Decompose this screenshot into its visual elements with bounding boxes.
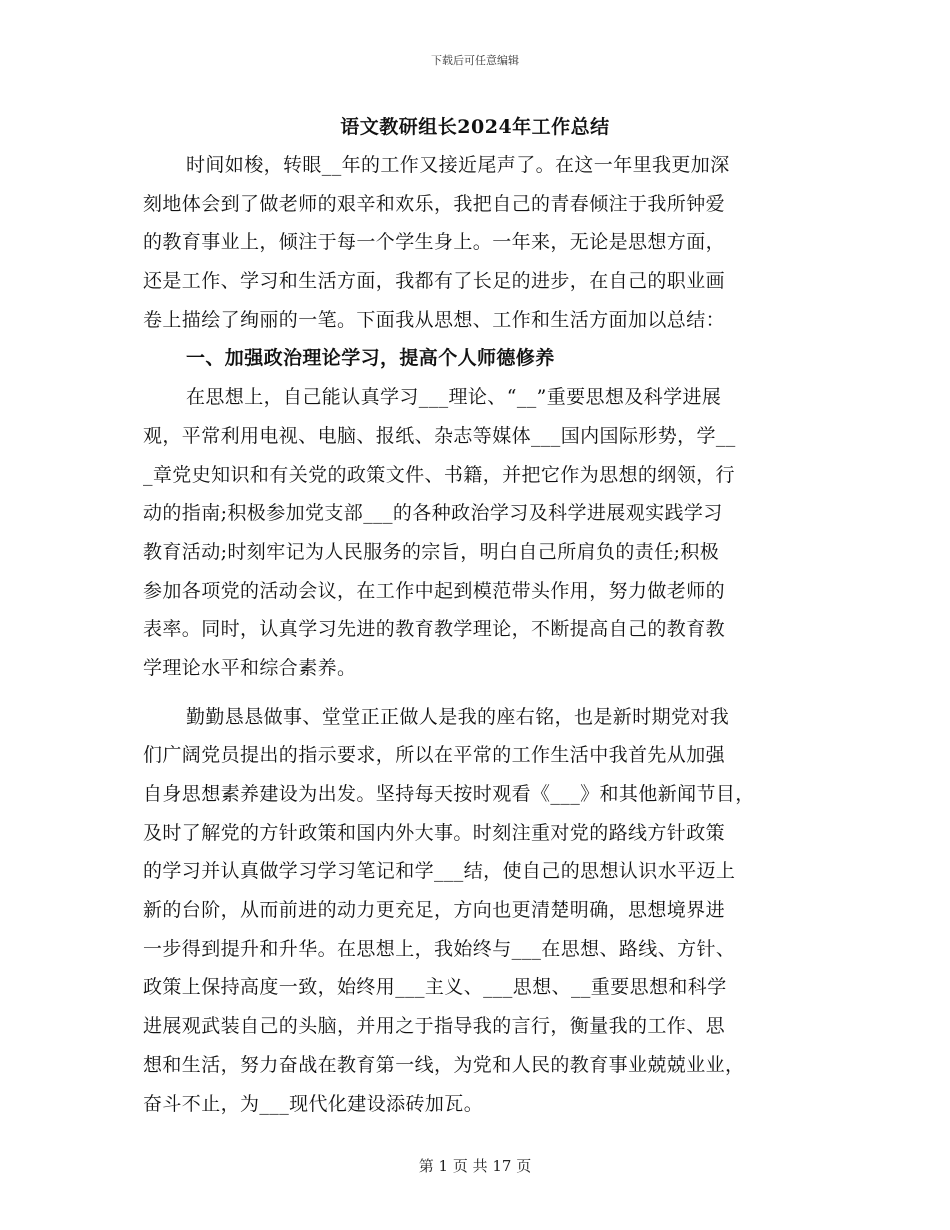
text-line: 刻地体会到了做老师的艰辛和欢乐，我把自己的青春倾注于我所钟爱: [143, 192, 726, 215]
paragraph-ideology: [143, 378, 813, 688]
text-line: 一步得到提升和升华。在思想上，我始终与___在思想、路线、方针、: [143, 937, 736, 960]
text-line: 政策上保持高度一致，始终用___主义、___思想、__重要思想和科学: [143, 976, 727, 999]
text-line: 时间如梭，转眼__年的工作又接近尾声了。在这一年里我更加深: [186, 154, 730, 176]
paragraph-gap: [143, 688, 813, 698]
text-line: 表率。同时，认真学习先进的教育教学理论，不断提高自己的教育教: [143, 618, 726, 641]
paragraph-motto: [143, 698, 813, 1124]
text-line: 勤勤恳恳做事、堂堂正正做人是我的座右铭，也是新时期党对我: [186, 705, 730, 728]
text-line: 动的指南;积极参加党支部___的各种政治学习及科学进展观实践学习: [143, 502, 723, 525]
text-line: 学理论水平和综合素养。: [143, 656, 357, 679]
text-line: 卷上描绘了绚丽的一笔。下面我从思想、工作和生活方面加以总结：: [143, 308, 726, 331]
text-line: 教育活动;时刻牢记为人民服务的宗旨，明白自己所肩负的责任;积极: [143, 540, 720, 563]
section-heading: [143, 339, 813, 378]
paragraph-intro: [143, 146, 813, 339]
header-note: 下载后可任意编辑: [431, 54, 519, 67]
document-body: [143, 146, 813, 1123]
text-line: 奋斗不止，为___现代化建设添砖加瓦。: [143, 1092, 484, 1115]
text-line: _章党史知识和有关党的政策文件、书籍，并把它作为思想的纲领，行: [143, 463, 735, 486]
text-line: 进展观武装自己的头脑，并用之于指导我的言行，衡量我的工作、思: [143, 1015, 726, 1038]
text-line: 还是工作、学习和生活方面，我都有了长足的进步，在自己的职业画: [143, 270, 726, 293]
text-line: 在思想上，自己能认真学习___理论、“__”重要思想及科学进展: [186, 386, 722, 409]
text-line: 及时了解党的方针政策和国内外大事。时刻注重对党的路线方针政策: [143, 821, 726, 844]
document-title: 语文教研组长2024年工作总结: [340, 116, 610, 138]
text-line: 的学习并认真做学习学习笔记和学___结，使自己的思想认识水平迈上: [143, 860, 736, 883]
page-number: 第 1 页 共 17 页: [418, 1157, 532, 1175]
text-line: 新的台阶，从而前进的动力更充足，方向也更清楚明确，思想境界进: [143, 899, 726, 922]
text-line: 们广阔党员提出的指示要求，所以在平常的工作生活中我首先从加强: [143, 744, 726, 767]
text-line: 自身思想素养建设为出发。坚持每天按时观看《___》和其他新闻节目，: [143, 783, 755, 805]
text-line: 的教育事业上，倾注于每一个学生身上。一年来，无论是思想方面，: [143, 231, 726, 254]
text-line: 观，平常利用电视、电脑、报纸、杂志等媒体___国内国际形势，学__: [143, 424, 736, 447]
section-heading-text: 一、加强政治理论学习，提高个人师德修养: [186, 347, 555, 370]
text-line: 想和生活，努力奋战在教育第一线，为党和人民的教育事业兢兢业业，: [143, 1053, 745, 1076]
text-line: 参加各项党的活动会议，在工作中起到模范带头作用，努力做老师的: [143, 579, 726, 602]
